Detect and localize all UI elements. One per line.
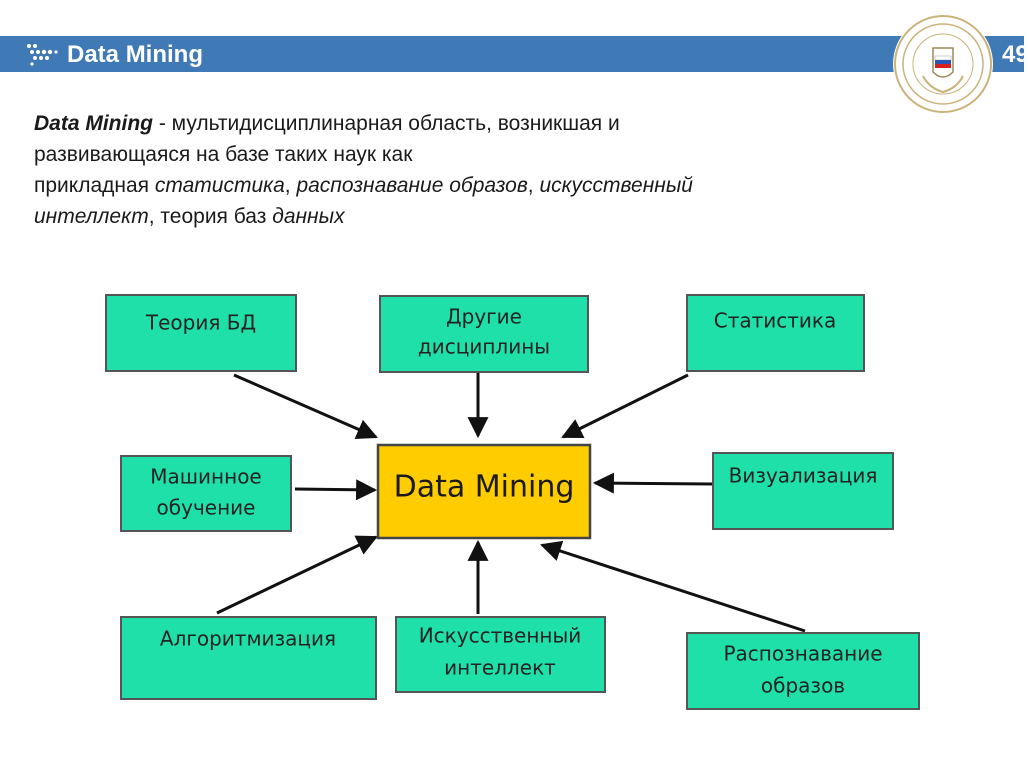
intro-line-1-text: - мультидисциплинарная область, возникшая и	[153, 112, 620, 135]
node-pattern-line-1: Распознавание	[723, 641, 883, 666]
arrow-db-theory	[234, 375, 376, 437]
node-algorithms	[121, 617, 376, 699]
slide-title: Data Mining	[67, 41, 203, 68]
intro-line-3-a: прикладная	[34, 174, 155, 197]
node-db-theory-label: Теория БД	[145, 310, 257, 335]
arrow-visualization	[595, 483, 712, 484]
node-statistics-label: Статистика	[713, 308, 837, 333]
node-artificial-intelligence	[396, 617, 605, 692]
arrow-algorithms	[217, 537, 376, 613]
node-statistics	[687, 295, 864, 371]
intro-line-3-d: распознавание образов	[296, 174, 528, 197]
page-number: 49	[1002, 41, 1029, 68]
node-ml-line-1: Машинное	[150, 464, 262, 489]
intro-line-4-b: , теория баз	[148, 205, 273, 228]
node-other-line-1: Другие	[446, 304, 522, 329]
arrow-ml	[295, 489, 375, 490]
intro-term: Data Mining	[34, 112, 153, 135]
node-ai-line-1: Искусственный	[418, 623, 582, 648]
node-other-line-2: дисциплины	[417, 334, 551, 359]
node-other-disciplines	[380, 296, 588, 372]
intro-line-2: развивающаяся на базе таких наук как	[34, 143, 413, 166]
intro-line-3-b: статистика	[154, 174, 285, 197]
node-pattern-line-2: образов	[760, 673, 846, 698]
node-ml-line-2: обучение	[156, 495, 256, 520]
node-algorithms-label: Алгоритмизация	[159, 626, 337, 651]
intro-line-4-c: данных	[272, 205, 345, 228]
node-db-theory	[106, 295, 296, 371]
center-node-label: Data Mining	[393, 469, 575, 505]
node-ai-line-2: интеллект	[444, 655, 556, 680]
intro-line-3-c: ,	[284, 174, 297, 197]
center-node	[378, 445, 590, 538]
intro-line-3-e: ,	[527, 174, 540, 197]
arrow-statistics	[563, 375, 688, 437]
intro-line-4-a: интеллект	[34, 205, 149, 228]
intro-line-3-f: искусственный	[539, 174, 693, 197]
node-visualization	[713, 453, 893, 529]
node-visualization-label: Визуализация	[728, 463, 878, 488]
node-pattern-recognition	[687, 633, 919, 709]
node-machine-learning	[121, 456, 291, 531]
